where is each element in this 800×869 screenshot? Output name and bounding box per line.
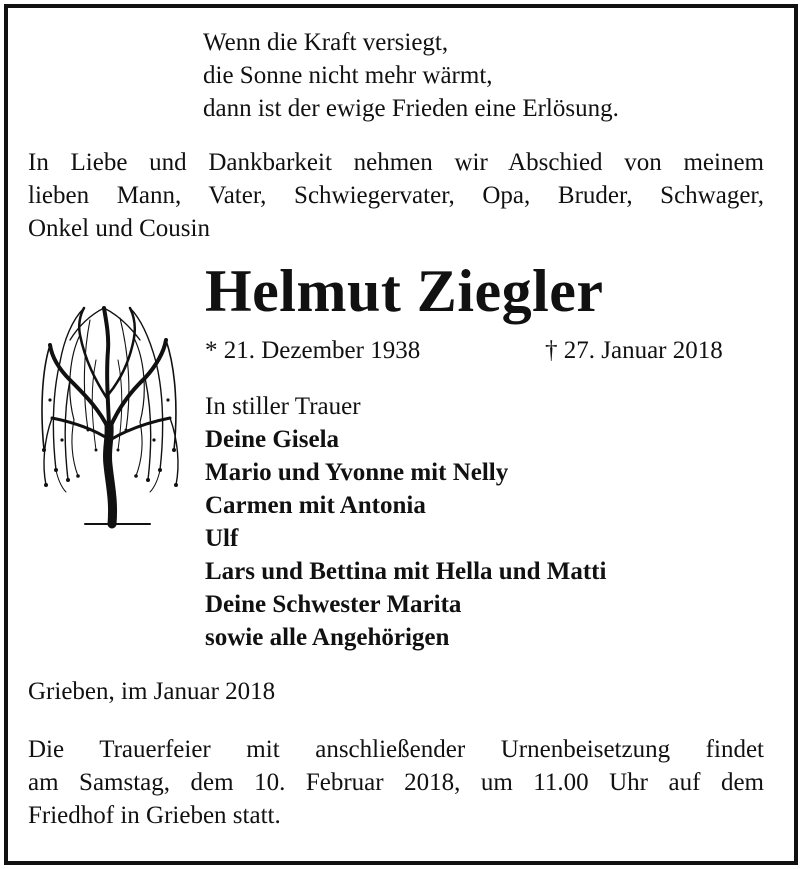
poem-line: die Sonne nicht mehr wärmt, (203, 62, 493, 89)
place-date: Grieben, im Januar 2018 (28, 678, 276, 705)
mourner-name: Carmen mit Antonia (205, 492, 426, 519)
intro-line: In Liebe und Dankbarkeit nehmen wir Abschied von meinem (28, 149, 764, 176)
funeral-line: Die Trauerfeier mit anschließender Urnenbeisetzung findet (28, 736, 764, 763)
mourner-name: Lars und Bettina mit Hella und Matti (205, 558, 607, 585)
death-date: † 27. Januar 2018 (545, 337, 723, 364)
mourner-name: sowie alle Angehörigen (205, 624, 450, 651)
deceased-name: Helmut Ziegler (205, 258, 604, 324)
mourner-name: Ulf (205, 525, 239, 552)
funeral-line: Friedhof in Grieben statt. (28, 802, 281, 829)
mourners-heading: In stiller Trauer (205, 393, 361, 420)
poem-line: Wenn die Kraft versiegt, (203, 29, 449, 56)
mourner-name: Mario und Yvonne mit Nelly (205, 459, 509, 486)
funeral-info (28, 733, 764, 832)
intro-line: Onkel und Cousin (28, 215, 210, 242)
weeping-tree-icon (30, 300, 188, 530)
birth-date: * 21. Dezember 1938 (205, 337, 421, 364)
intro-text (28, 146, 764, 245)
intro-line: lieben Mann, Vater, Schwiegervater, Opa, Bruder, Schwager, (28, 182, 764, 209)
mourner-name: Deine Schwester Marita (205, 591, 462, 618)
mourner-name: Deine Gisela (205, 426, 340, 453)
poem-line: dann ist der ewige Frieden eine Erlösung. (203, 95, 619, 122)
mourners-block (205, 390, 606, 654)
funeral-line: am Samstag, dem 10. Februar 2018, um 11.00 Uhr auf dem (28, 769, 764, 796)
poem (203, 26, 619, 125)
